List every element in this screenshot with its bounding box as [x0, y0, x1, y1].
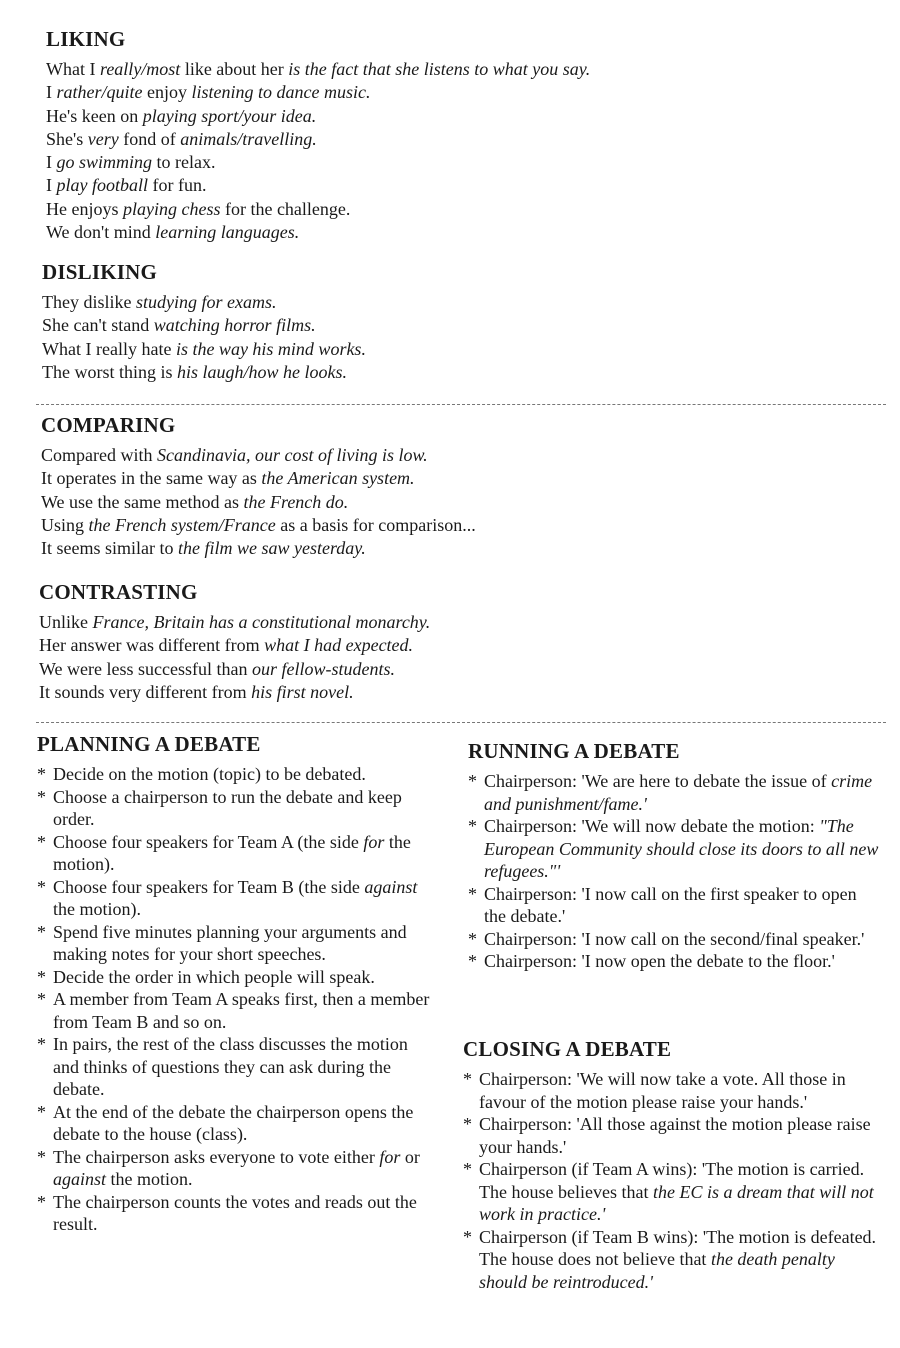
italic-text: against: [364, 876, 418, 897]
example-line: [39, 658, 430, 681]
example-line: [41, 491, 476, 514]
italic-text: what I had expected.: [264, 635, 414, 656]
list-item: [463, 1158, 880, 1226]
bullet-asterisk: *: [463, 1069, 472, 1089]
example-line: [46, 58, 590, 81]
list-item: [37, 966, 437, 989]
bullet-asterisk: *: [37, 876, 46, 897]
closing-list: [463, 1068, 880, 1293]
planning-section: [37, 731, 437, 1236]
example-line: [42, 291, 366, 314]
text: or: [400, 1146, 420, 1167]
comparing-lines: [41, 444, 476, 560]
italic-text: really/most: [99, 59, 181, 79]
liking-heading: LIKING: [46, 27, 126, 51]
italic-text: his first novel.: [251, 681, 354, 702]
bullet-asterisk: *: [463, 1159, 472, 1179]
italic-text: watching horror films.: [153, 315, 316, 336]
list-item: [37, 763, 437, 786]
italic-text: playing chess: [122, 198, 221, 219]
text: Chairperson: 'I now call on the first speaker to open the debate.': [484, 883, 857, 926]
bullet-asterisk: *: [37, 1101, 46, 1122]
list-item: [37, 831, 437, 876]
divider: [36, 722, 886, 723]
list-item: [37, 1146, 437, 1191]
example-line: [42, 338, 366, 361]
example-line: [39, 611, 430, 634]
contrasting-heading: CONTRASTING: [39, 580, 198, 604]
italic-text: "The European Community should close its doors to all new refugees."': [484, 816, 879, 881]
text: the motion).: [53, 831, 411, 874]
bullet-asterisk: *: [37, 831, 46, 852]
comparing-section: [41, 412, 476, 560]
planning-list: [37, 763, 437, 1236]
italic-text: the French system/France: [88, 514, 276, 535]
text: I: [46, 152, 57, 173]
text: We use the same method as: [41, 491, 244, 512]
running-heading: RUNNING A DEBATE: [468, 739, 680, 763]
italic-text: the film we saw yesterday.: [177, 538, 366, 559]
text: What I: [46, 59, 100, 79]
text: In pairs, the rest of the class discusses the motion and thinks of questions they can ask during the debate.: [53, 1034, 408, 1099]
text: He's keen on: [46, 105, 143, 126]
list-item: [463, 1113, 880, 1158]
bullet-asterisk: *: [468, 883, 477, 904]
italic-text: listening to dance music.: [191, 82, 371, 103]
text: I: [46, 175, 57, 196]
text: Chairperson: 'We will now debate the motion:: [484, 816, 820, 836]
list-item: [37, 921, 437, 966]
comparing-heading: COMPARING: [41, 413, 176, 437]
text: Using: [41, 514, 89, 535]
italic-text: the death penalty should be reintroduced.': [479, 1249, 835, 1292]
italic-text: studying for exams.: [135, 292, 277, 312]
text: The worst thing is: [42, 361, 177, 382]
text: Unlike: [39, 612, 93, 632]
text: Decide on the motion (topic) to be debated.: [53, 764, 366, 784]
contrasting-section: [39, 579, 430, 704]
example-line: [41, 537, 476, 560]
liking-section: [46, 26, 590, 244]
bullet-asterisk: *: [37, 1146, 46, 1167]
text: Her answer was different from: [39, 635, 265, 656]
disliking-lines: [42, 291, 366, 384]
text: It seems similar to: [41, 538, 178, 559]
contrasting-lines: [39, 611, 430, 704]
italic-text: our fellow-students.: [251, 658, 395, 679]
example-line: [41, 467, 476, 490]
text: At the end of the debate the chairperson opens the debate to the house (class).: [53, 1101, 414, 1144]
text: as a basis for comparison...: [275, 514, 476, 535]
text: Compared with: [41, 445, 157, 465]
running-list: [468, 770, 880, 973]
italic-text: playing sport/your idea.: [142, 105, 317, 126]
text: for the challenge.: [220, 198, 351, 219]
list-item: [468, 883, 880, 928]
italic-text: the EC is a dream that will not work in practice.': [479, 1181, 874, 1224]
list-item: [37, 1101, 437, 1146]
list-item: [463, 1068, 880, 1113]
example-line: [42, 314, 366, 337]
disliking-section: [42, 259, 366, 384]
list-item: [37, 988, 437, 1033]
italic-text: play football: [56, 175, 148, 196]
bullet-asterisk: *: [37, 1034, 46, 1054]
bullet-asterisk: *: [468, 951, 477, 971]
italic-text: for: [363, 831, 385, 852]
italic-text: learning languages.: [155, 222, 300, 243]
text: We were less successful than: [39, 658, 252, 679]
italic-text: crime and punishment/fame.': [484, 771, 873, 814]
bullet-asterisk: *: [463, 1114, 472, 1134]
liking-lines: [46, 58, 590, 244]
text: Spend five minutes planning your arguments and making notes for your short speeches.: [53, 921, 407, 964]
list-item: [37, 786, 437, 831]
bullet-asterisk: *: [468, 771, 477, 791]
italic-text: is the fact that she listens to what you say.: [288, 59, 591, 79]
text: It sounds very different from: [39, 681, 252, 702]
text: Chairperson: 'I now open the debate to the floor.': [484, 951, 835, 971]
text: Chairperson (if Team A wins): 'The motion is carried. The house believes that: [479, 1159, 865, 1202]
text: for fun.: [148, 175, 207, 196]
text: He enjoys: [46, 198, 123, 219]
italic-text: the French do.: [243, 491, 349, 512]
text: They dislike: [42, 292, 136, 312]
text: the motion).: [53, 899, 141, 919]
text: Chairperson: 'We will now take a vote. All those in favour of the motion please raise your hands.': [479, 1069, 846, 1112]
list-item: [37, 1191, 437, 1236]
text: Chairperson: 'All those against the motion please raise your hands.': [479, 1114, 871, 1157]
list-item: [37, 1033, 437, 1101]
text: The chairperson asks everyone to vote either: [53, 1146, 380, 1167]
text: She can't stand: [42, 315, 154, 336]
example-line: [46, 198, 590, 221]
text: to relax.: [152, 152, 216, 173]
text: like about her: [180, 59, 289, 79]
bullet-asterisk: *: [37, 966, 46, 987]
planning-heading: PLANNING A DEBATE: [37, 732, 261, 756]
italic-text: France, Britain has a constitutional monarchy.: [92, 612, 431, 632]
italic-text: is the way his mind works.: [175, 338, 366, 359]
example-line: [46, 221, 590, 244]
bullet-asterisk: *: [468, 816, 477, 836]
disliking-heading: DISLIKING: [42, 260, 158, 284]
running-section: [468, 738, 880, 973]
example-line: [46, 151, 590, 174]
italic-text: rather/quite: [56, 82, 143, 103]
italic-text: the American system.: [261, 468, 415, 489]
bullet-asterisk: *: [37, 989, 46, 1009]
italic-text: his laugh/how he looks.: [177, 361, 347, 382]
text: Choose a chairperson to run the debate and keep order.: [53, 786, 402, 829]
text: Decide the order in which people will speak.: [53, 966, 375, 987]
closing-section: [463, 1036, 880, 1293]
list-item: [468, 770, 880, 815]
example-line: [46, 128, 590, 151]
divider: [36, 404, 886, 405]
italic-text: against: [53, 1169, 107, 1189]
text: She's: [46, 128, 88, 149]
italic-text: go swimming: [56, 152, 153, 173]
bullet-asterisk: *: [37, 1191, 46, 1212]
list-item: [37, 876, 437, 921]
example-line: [46, 81, 590, 104]
text: Choose four speakers for Team B (the side: [53, 876, 365, 897]
bullet-asterisk: *: [37, 786, 46, 807]
list-item: [468, 928, 880, 951]
italic-text: animals/travelling.: [180, 128, 317, 149]
text: The chairperson counts the votes and reads out the result.: [53, 1191, 417, 1234]
italic-text: Scandinavia, our cost of living is low.: [156, 445, 428, 465]
example-line: [41, 514, 476, 537]
text: Choose four speakers for Team A (the side: [53, 831, 364, 852]
list-item: [463, 1226, 880, 1294]
text: I: [46, 82, 57, 103]
text: fond of: [118, 128, 181, 149]
bullet-asterisk: *: [37, 921, 46, 942]
text: the motion.: [106, 1169, 193, 1189]
bullet-asterisk: *: [37, 764, 46, 784]
bullet-asterisk: *: [463, 1226, 472, 1247]
text: enjoy: [142, 82, 192, 103]
bullet-asterisk: *: [468, 928, 477, 949]
italic-text: for: [379, 1146, 401, 1167]
text: It operates in the same way as: [41, 468, 262, 489]
example-line: [41, 444, 476, 467]
text: A member from Team A speaks first, then a member from Team B and so on.: [53, 989, 430, 1032]
list-item: [468, 815, 880, 883]
italic-text: very: [87, 128, 119, 149]
text: Chairperson: 'We are here to debate the issue of: [484, 771, 832, 791]
closing-heading: CLOSING A DEBATE: [463, 1037, 672, 1061]
example-line: [46, 174, 590, 197]
text: Chairperson (if Team B wins): 'The motion is defeated. The house does not believe that: [479, 1226, 877, 1269]
example-line: [46, 105, 590, 128]
list-item: [468, 950, 880, 973]
example-line: [42, 361, 366, 384]
example-line: [39, 634, 430, 657]
example-line: [39, 681, 430, 704]
text: Chairperson: 'I now call on the second/final speaker.': [484, 928, 865, 949]
text: We don't mind: [46, 222, 156, 243]
text: What I really hate: [42, 338, 176, 359]
